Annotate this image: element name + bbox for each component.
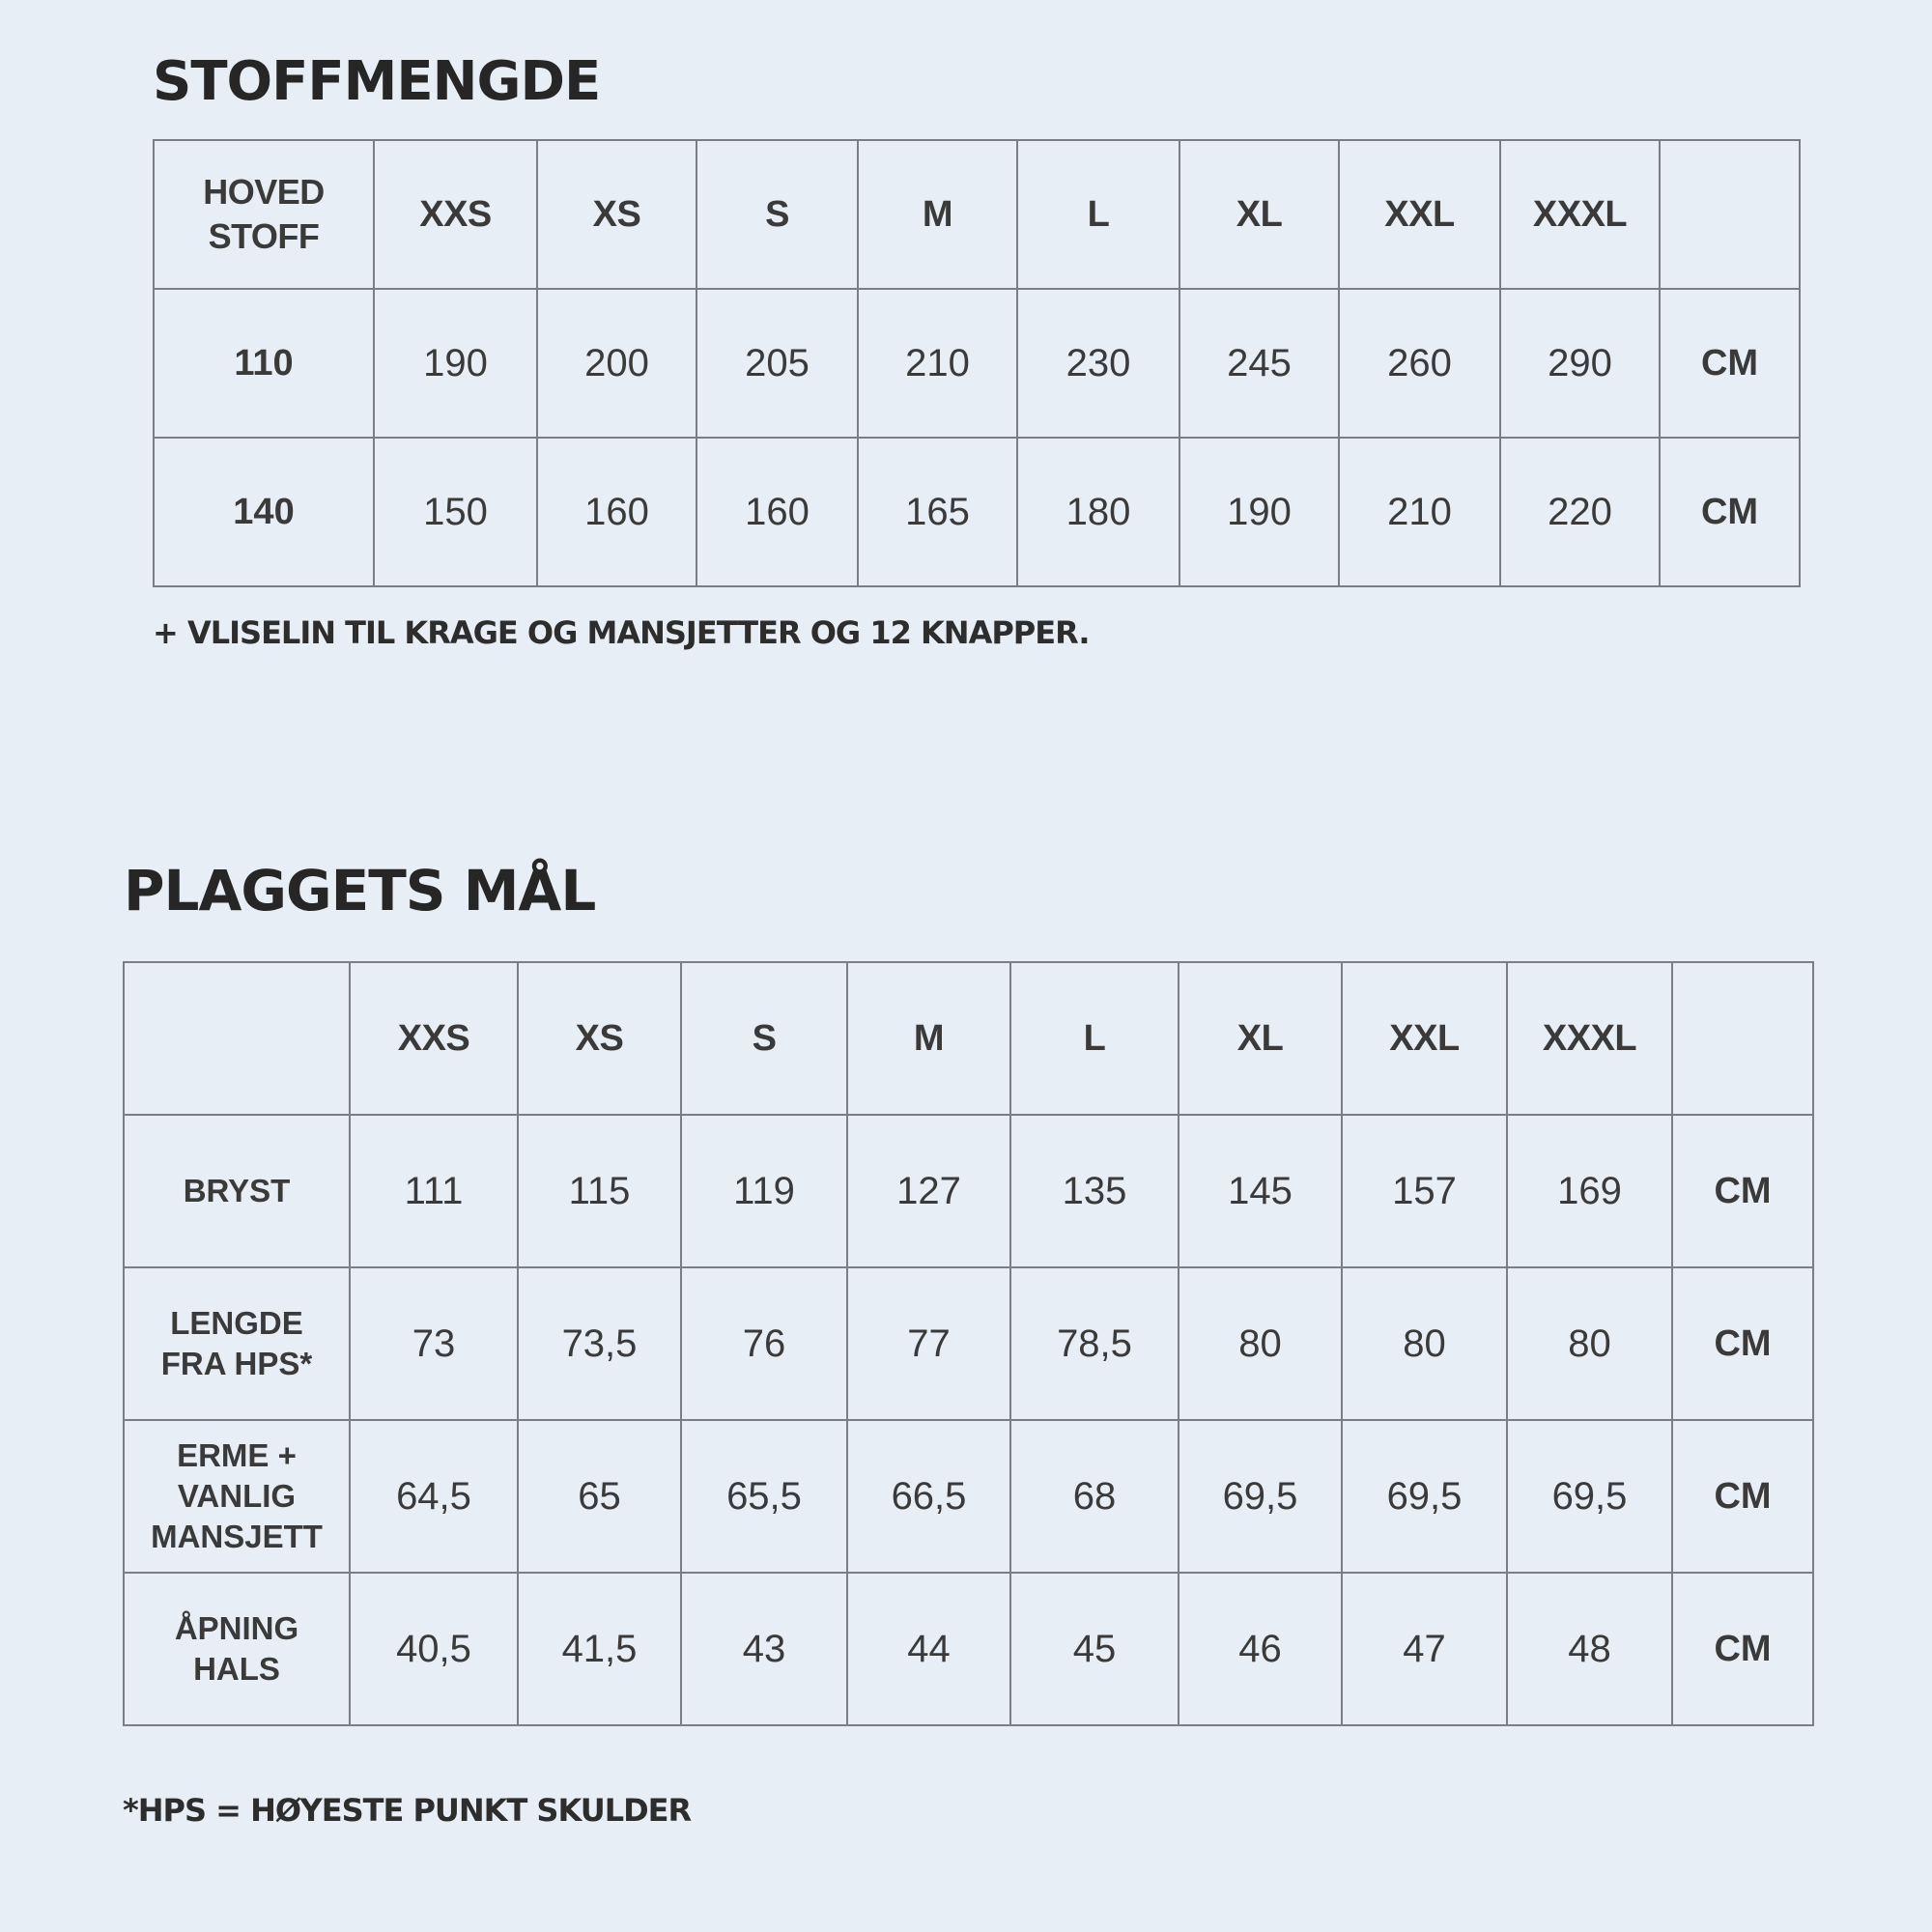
size-header: XXS <box>374 140 537 289</box>
garment-measurements-table <box>123 961 1814 1726</box>
table-row <box>124 1573 1813 1725</box>
table-row <box>124 1115 1813 1267</box>
garment-measurements-title: PLAGGETS MÅL <box>124 858 596 923</box>
row-label: LENGDE FRA HPS* <box>124 1267 350 1420</box>
table-cell: 205 <box>696 289 858 438</box>
table-cell: 73,5 <box>518 1267 681 1420</box>
size-header: XL <box>1179 962 1342 1115</box>
unit-cell: CM <box>1672 1267 1813 1420</box>
table-cell: 210 <box>1339 438 1500 586</box>
table-cell: 46 <box>1179 1573 1342 1725</box>
table-cell: 45 <box>1010 1573 1179 1725</box>
row-label: 140 <box>154 438 374 586</box>
fabric-width-header: HOVED STOFF <box>154 140 374 289</box>
table-cell: 69,5 <box>1507 1420 1672 1573</box>
table-cell: 40,5 <box>350 1573 518 1725</box>
table-cell: 65 <box>518 1420 681 1573</box>
fabric-amount-table <box>153 139 1801 587</box>
table-cell: 245 <box>1179 289 1339 438</box>
table-cell: 80 <box>1507 1267 1672 1420</box>
table-cell: 73 <box>350 1267 518 1420</box>
table-cell: 69,5 <box>1342 1420 1507 1573</box>
unit-cell: CM <box>1672 1420 1813 1573</box>
size-header: XXXL <box>1500 140 1660 289</box>
size-header: XXXL <box>1507 962 1672 1115</box>
table-cell: 44 <box>847 1573 1010 1725</box>
size-header: XS <box>537 140 696 289</box>
size-header: M <box>858 140 1017 289</box>
table-cell: 80 <box>1342 1267 1507 1420</box>
table-cell: 160 <box>696 438 858 586</box>
size-header: XL <box>1179 140 1339 289</box>
unit-header <box>1672 962 1813 1115</box>
fabric-amount-title: STOFFMENGDE <box>153 50 601 113</box>
table-cell: 119 <box>681 1115 847 1267</box>
unit-cell: CM <box>1672 1573 1813 1725</box>
table-header-row <box>124 962 1813 1115</box>
table-cell: 160 <box>537 438 696 586</box>
table-cell: 190 <box>374 289 537 438</box>
table-cell: 220 <box>1500 438 1660 586</box>
size-header: XXL <box>1342 962 1507 1115</box>
table-cell: 48 <box>1507 1573 1672 1725</box>
table-cell: 41,5 <box>518 1573 681 1725</box>
table-cell: 180 <box>1017 438 1179 586</box>
table-cell: 78,5 <box>1010 1267 1179 1420</box>
size-header: L <box>1017 140 1179 289</box>
size-header: S <box>696 140 858 289</box>
table-cell: 169 <box>1507 1115 1672 1267</box>
table-cell: 135 <box>1010 1115 1179 1267</box>
size-header: XS <box>518 962 681 1115</box>
table-cell: 260 <box>1339 289 1500 438</box>
table-cell: 65,5 <box>681 1420 847 1573</box>
table-cell: 77 <box>847 1267 1010 1420</box>
table-cell: 80 <box>1179 1267 1342 1420</box>
table-cell: 157 <box>1342 1115 1507 1267</box>
table-cell: 190 <box>1179 438 1339 586</box>
row-label: ÅPNING HALS <box>124 1573 350 1725</box>
size-header: XXS <box>350 962 518 1115</box>
size-header: M <box>847 962 1010 1115</box>
table-cell: 69,5 <box>1179 1420 1342 1573</box>
size-header: XXL <box>1339 140 1500 289</box>
corner-cell <box>124 962 350 1115</box>
table-cell: 230 <box>1017 289 1179 438</box>
table-cell: 115 <box>518 1115 681 1267</box>
table-header-row <box>154 140 1800 289</box>
size-header: L <box>1010 962 1179 1115</box>
unit-header <box>1660 140 1800 289</box>
table-cell: 68 <box>1010 1420 1179 1573</box>
table-cell: 145 <box>1179 1115 1342 1267</box>
table-cell: 210 <box>858 289 1017 438</box>
fabric-note: + VLISELIN TIL KRAGE OG MANSJETTER OG 12 KNAPPER. <box>153 614 1090 651</box>
unit-cell: CM <box>1660 289 1800 438</box>
hps-footnote: *HPS = HØYESTE PUNKT SKULDER <box>123 1792 692 1829</box>
unit-cell: CM <box>1660 438 1800 586</box>
table-cell: 43 <box>681 1573 847 1725</box>
row-label: ERME + VANLIG MANSJETT <box>124 1420 350 1573</box>
table-cell: 290 <box>1500 289 1660 438</box>
table-cell: 127 <box>847 1115 1010 1267</box>
table-row <box>124 1267 1813 1420</box>
table-cell: 64,5 <box>350 1420 518 1573</box>
table-cell: 200 <box>537 289 696 438</box>
row-label: 110 <box>154 289 374 438</box>
table-cell: 47 <box>1342 1573 1507 1725</box>
table-cell: 165 <box>858 438 1017 586</box>
table-cell: 150 <box>374 438 537 586</box>
row-label: BRYST <box>124 1115 350 1267</box>
table-row <box>124 1420 1813 1573</box>
size-header: S <box>681 962 847 1115</box>
table-row <box>154 438 1800 586</box>
table-cell: 66,5 <box>847 1420 1010 1573</box>
table-row <box>154 289 1800 438</box>
unit-cell: CM <box>1672 1115 1813 1267</box>
table-cell: 111 <box>350 1115 518 1267</box>
table-cell: 76 <box>681 1267 847 1420</box>
